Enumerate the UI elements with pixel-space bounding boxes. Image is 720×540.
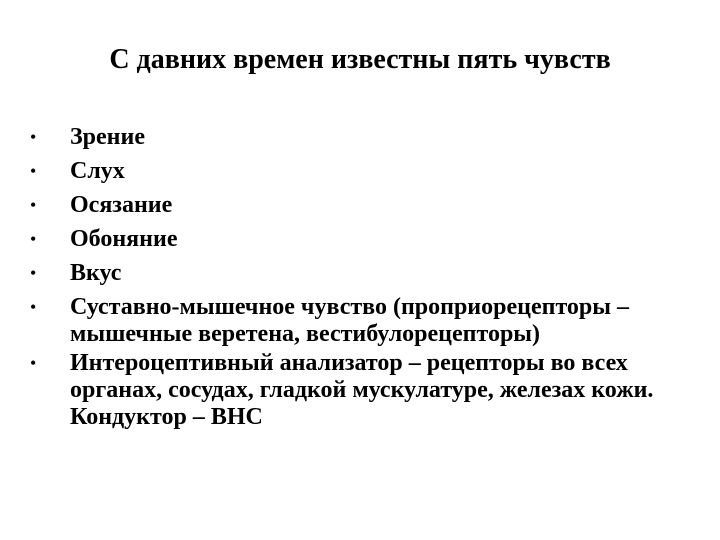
- list-item-text: Вкус: [70, 260, 122, 286]
- bullet-icon: •: [30, 353, 37, 373]
- bullet-icon: •: [30, 195, 37, 215]
- list-item-text: Обоняние: [70, 226, 178, 252]
- list-item-text: Слух: [70, 158, 125, 184]
- list-item: [30, 158, 680, 185]
- bullet-icon: •: [30, 127, 37, 147]
- list-item-text: Интероцептивный анализатор – рецепторы во всех органах, сосудах, гладкой мускулатуре, железах кожи. Кондуктор – ВНС: [70, 350, 654, 430]
- list-item-text: Суставно-мышечное чувство (проприорецепторы – мышечные веретена, вестибулорецепторы): [70, 294, 629, 347]
- list-item: [30, 294, 680, 348]
- list-item: [30, 192, 680, 219]
- list-item-text: Осязание: [70, 192, 173, 218]
- bullet-icon: •: [30, 229, 37, 249]
- list-item: [30, 260, 680, 287]
- bullet-icon: •: [30, 263, 37, 283]
- list-item: [30, 350, 680, 431]
- bullet-icon: •: [30, 297, 37, 317]
- list-item: [30, 226, 680, 253]
- list-item: [30, 124, 680, 151]
- list-item-text: Зрение: [70, 124, 145, 150]
- bullet-icon: •: [30, 161, 37, 181]
- slide-title: С давних времен известны пять чувств: [109, 44, 611, 75]
- bullet-list: [30, 124, 680, 438]
